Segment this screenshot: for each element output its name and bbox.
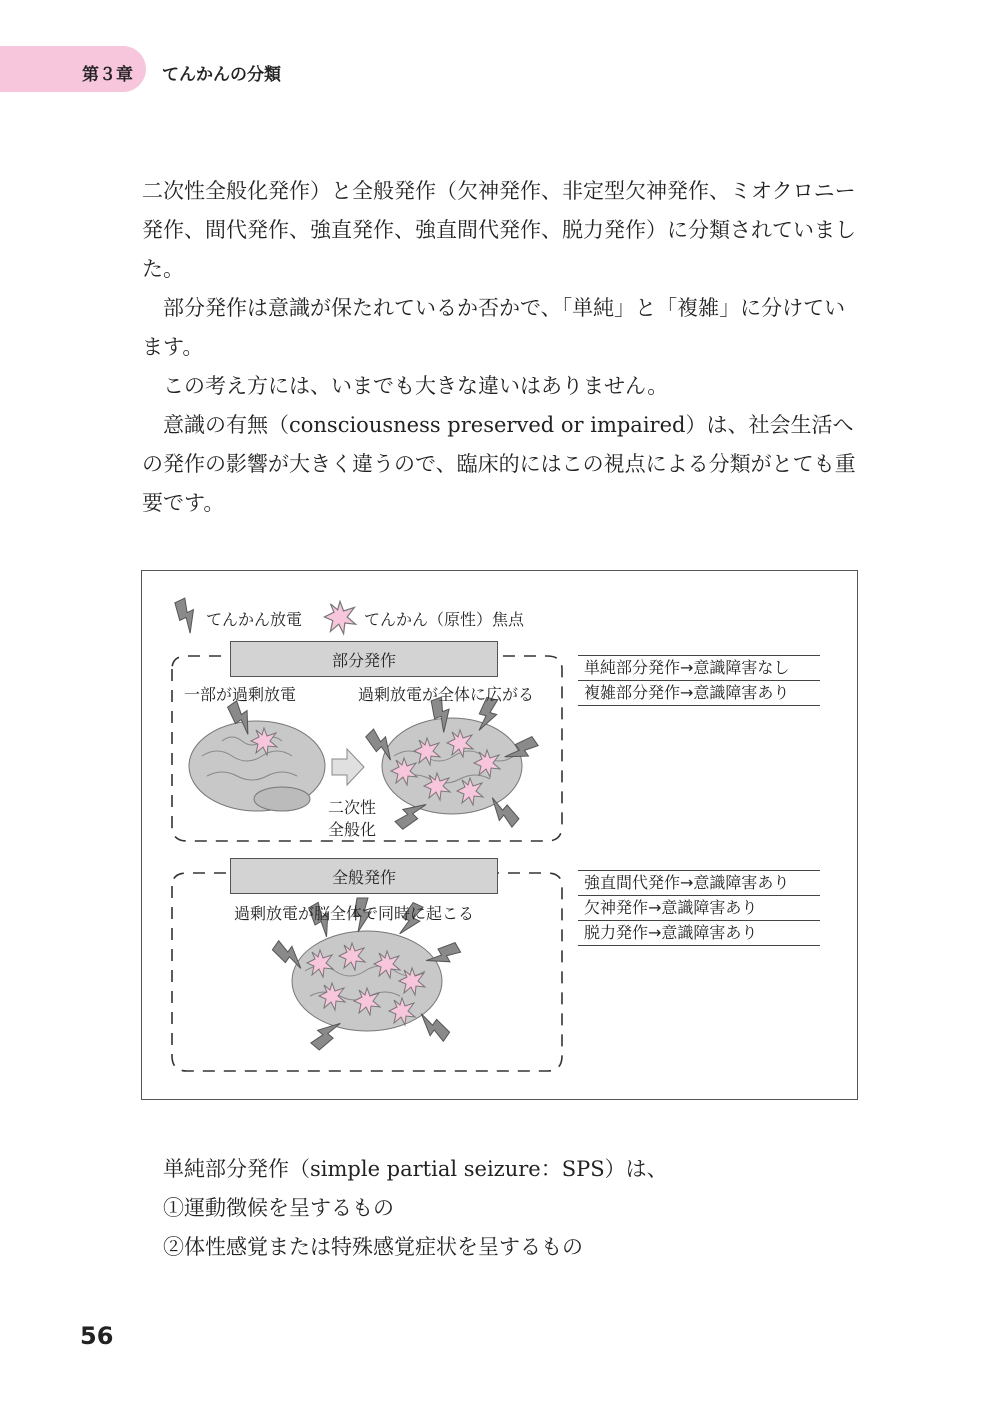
list-item: 欠神発作→意識障害あり: [578, 896, 820, 921]
paragraph: ①運動徴候を呈するもの: [163, 1196, 394, 1220]
list-item: 脱力発作→意識障害あり: [578, 921, 820, 946]
paragraph: ②体性感覚または特殊感覚症状を呈するもの: [163, 1235, 583, 1259]
paragraph: 意識の有無（consciousness preserved or impaired）は、社会生活への発作の影響が大きく違うので、臨床的にはこの視点による分類がとても重要です。: [142, 413, 856, 515]
focus-star-icon: [324, 601, 355, 633]
secondary-generalization-line2: 全般化: [328, 820, 377, 839]
body-text-bottom: [163, 1150, 883, 1267]
generalized-seizure-types: [578, 870, 820, 946]
list-item: 複雑部分発作→意識障害あり: [578, 681, 820, 706]
secondary-generalization-line1: 二次性: [328, 798, 377, 817]
generalized-caption: 過剰放電が脳全体で同時に起こる: [234, 904, 475, 923]
paragraph: この考え方には、いまでも大きな違いはありません。: [163, 374, 669, 398]
brain-left: [189, 699, 325, 811]
page-number: 56: [80, 1322, 114, 1350]
legend-discharge-label: てんかん放電: [206, 610, 303, 629]
lightning-icon: [172, 597, 202, 635]
paragraph: 単純部分発作（simple partial seizure：SPS）は、: [163, 1157, 668, 1181]
progression-arrow: [332, 749, 364, 785]
partial-seizure-title: 部分発作: [230, 641, 498, 677]
chapter-number: 第３章: [82, 65, 133, 85]
chapter-title: てんかんの分類: [162, 65, 281, 85]
paragraph: 部分発作は意識が保たれているか否かで、「単純」と「複雑」に分けています。: [142, 296, 846, 359]
list-item: 単純部分発作→意識障害なし: [578, 655, 820, 681]
partial-seizure-types: [578, 655, 820, 706]
brain-right: [364, 696, 540, 831]
legend-focus-label: てんかん（原性）焦点: [364, 610, 525, 629]
partial-left-caption: 一部が過剰放電: [184, 685, 297, 704]
list-item: 強直間代発作→意識障害あり: [578, 870, 820, 896]
partial-right-caption: 過剰放電が全体に広がる: [358, 685, 535, 704]
paragraph: 二次性全般化発作）と全般発作（欠神発作、非定型欠神発作、ミオクロニー発作、間代発作、強直発作、強直間代発作、脱力発作）に分類されていました。: [142, 179, 856, 281]
body-text-top: [142, 172, 862, 523]
generalized-seizure-title: 全般発作: [230, 858, 498, 894]
seizure-classification-figure: [141, 570, 858, 1100]
